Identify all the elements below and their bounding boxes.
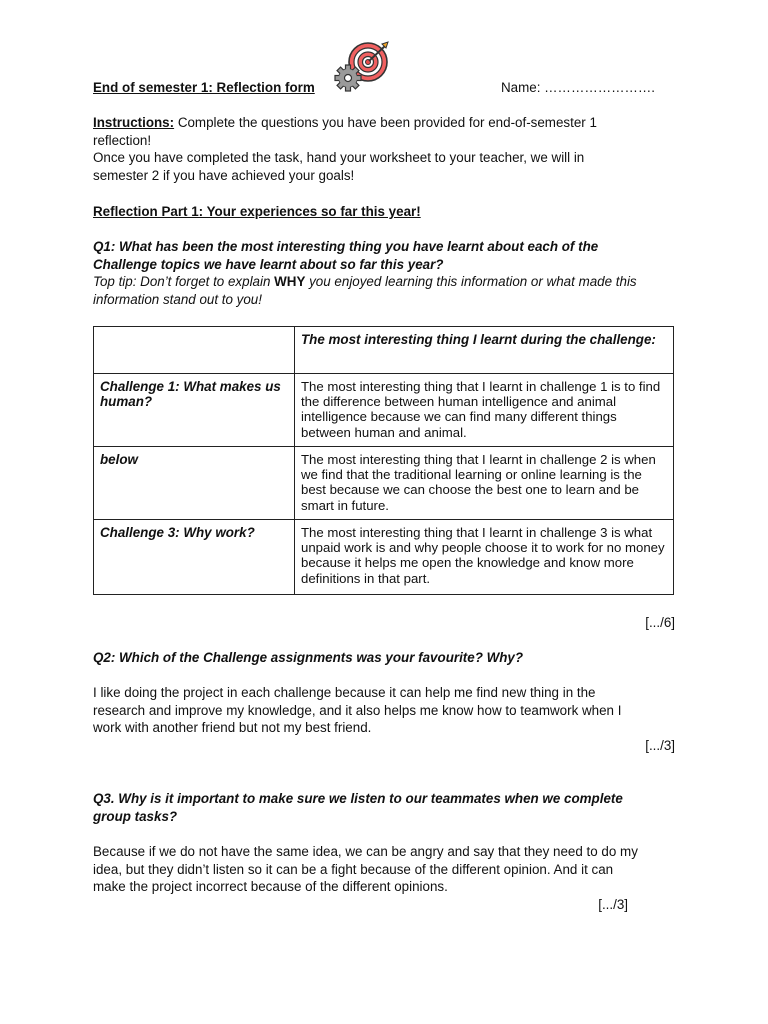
q2-answer-line-1: I like doing the project in each challenge because it can help me find new thing in the [93, 685, 596, 700]
table-header-empty-cell [94, 327, 295, 374]
table-header-row [94, 327, 674, 374]
q1-block [93, 238, 693, 308]
q2-mark: [.../3] [645, 738, 675, 753]
q1-tip-line-2: information stand out to you! [93, 291, 262, 307]
part1-heading: Reflection Part 1: Your experiences so far this year! [93, 204, 421, 219]
table-row [94, 447, 674, 520]
instructions-line-4: semester 2 if you have achieved your goals! [93, 167, 355, 183]
challenges-table [93, 326, 674, 595]
q1-mark: [.../6] [645, 615, 675, 630]
q3-question-line-1: Q3. Why is it important to make sure we listen to our teammates when we complete [93, 791, 623, 806]
challenge-answer: The most interesting thing that I learnt in challenge 1 is to find the difference between human intelligence and animal intelligence because we can find many different things between human and animal. [295, 374, 674, 447]
q3-mark: [.../3] [598, 897, 628, 912]
instructions-line-1: Complete the questions you have been provided for end-of-semester 1 [174, 115, 597, 130]
q3-answer-line-2: idea, but they didn’t listen so it can be a fight because of the different opinion. And it can [93, 861, 614, 877]
challenge-answer: The most interesting thing that I learnt in challenge 2 is when we find that the traditional learning or online learning is the best because we can choose the best one to learn and be smart in future. [295, 447, 674, 520]
instructions [93, 114, 693, 184]
q1-question-line-2: Challenge topics we have learnt about so far this year? [93, 256, 444, 272]
table-row [94, 520, 674, 595]
page-title: End of semester 1: Reflection form [93, 80, 315, 95]
instructions-line-3: Once you have completed the task, hand your worksheet to your teacher, we will in [93, 150, 585, 166]
q3-answer-line-3: make the project incorrect because of the different opinions. [93, 879, 448, 895]
q2-answer [93, 684, 693, 737]
q3-question-line-2: group tasks? [93, 808, 178, 824]
q1-question-line-1: Q1: What has been the most interesting thing you have learnt about each of the [93, 239, 599, 254]
q3-answer-line-1: Because if we do not have the same idea, we can be angry and say that they need to do my [93, 844, 638, 859]
q2-answer-line-2: research and improve my knowledge, and it also helps me know how to teamwork when I [93, 702, 622, 718]
challenge-label: Challenge 3: Why work? [94, 520, 295, 595]
q3-question [93, 790, 693, 825]
challenge-label: below [94, 447, 295, 520]
challenge-label: Challenge 1: What makes us human? [94, 374, 295, 447]
q1-tip-line-1: Top tip: Don’t forget to explain WHY you enjoyed learning this information or what made this [93, 274, 637, 290]
challenge-answer: The most interesting thing that I learnt in challenge 3 is what unpaid work is and why people choose it to work for no money because it helps me open the knowledge and know more definitions in that part. [295, 520, 674, 595]
q2-question: Q2: Which of the Challenge assignments was your favourite? Why? [93, 650, 524, 665]
q1-tip-emphasis: WHY [274, 274, 306, 290]
table-header-cell: The most interesting thing I learnt during the challenge: [295, 327, 674, 374]
instructions-line-2: reflection! [93, 132, 152, 148]
table-row [94, 374, 674, 447]
name-field-label: Name: ……………………. [501, 80, 656, 95]
q2-answer-line-3: work with another friend but not my best friend. [93, 720, 372, 736]
target-gear-icon [334, 40, 394, 96]
q3-answer [93, 843, 693, 896]
instructions-label: Instructions: [93, 115, 175, 130]
